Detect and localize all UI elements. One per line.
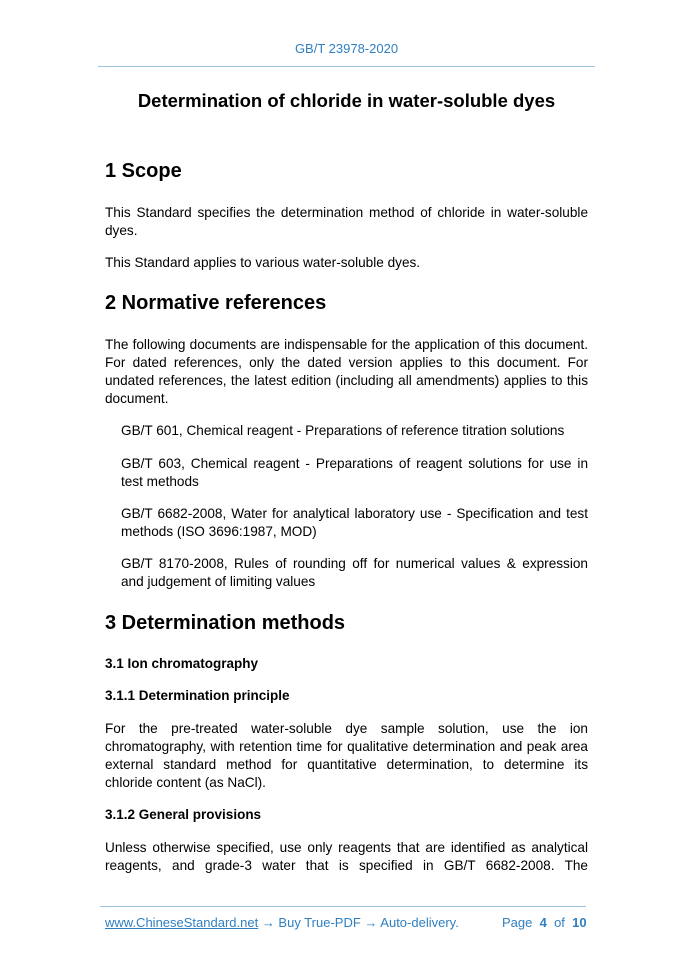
paragraph: Unless otherwise specified, use only reagents that are identified as analytical reagents, and grade-3 water that is specified in GB/T 6682-2008. The [105,840,588,873]
header-doc-id: GB/T 23978-2020 [294,41,399,56]
section-3-heading: 3 Determination methods [105,612,346,634]
paragraph: For the pre-treated water-soluble dye sample solution, use the ion chromatography, with retention time for qualitative determination and peak area external standard method for quantitative determination, to determine its chloride content (as NaCl). [105,721,588,790]
footer-promo-text: → Buy True-PDF → Auto-delivery. [258,915,459,930]
page-indicator [502,915,587,930]
paragraph: The following documents are indispensable for the application of this document. For dated references, only the dated version applies to this document. For undated references, the latest edition (including all amendments) applies to this document. [105,337,588,406]
reference-item: GB/T 8170-2008, Rules of rounding off for numerical values & expression and judgement of limiting values [121,556,588,589]
page-label: Page [502,915,533,930]
footer-rule [100,906,586,907]
page-number: 4 [539,915,547,930]
footer-promo [105,915,459,930]
of-label: of [554,915,565,930]
reference-item: GB/T 601, Chemical reagent - Preparations of reference titration solutions [121,423,565,438]
paragraph: This Standard specifies the determination method of chloride in water-soluble dyes. [105,205,588,238]
reference-item: GB/T 603, Chemical reagent - Preparations of reagent solutions for use in test methods [121,456,588,489]
page-title: Determination of chloride in water-soluble dyes [137,90,556,111]
header-rule [98,66,595,67]
section-2-heading: 2 Normative references [105,292,327,314]
paragraph: This Standard applies to various water-soluble dyes. [105,255,421,270]
reference-item: GB/T 6682-2008, Water for analytical laboratory use - Specification and test methods (ISO 3696:1987, MOD) [121,506,588,539]
subsection-heading: 3.1.1 Determination principle [105,688,290,703]
section-1-heading: 1 Scope [105,160,182,182]
subsection-heading: 3.1 Ion chromatography [105,656,259,671]
subsection-heading: 3.1.2 General provisions [105,807,262,822]
footer-link[interactable]: www.ChineseStandard.net [105,915,259,930]
page-total: 10 [572,915,587,930]
